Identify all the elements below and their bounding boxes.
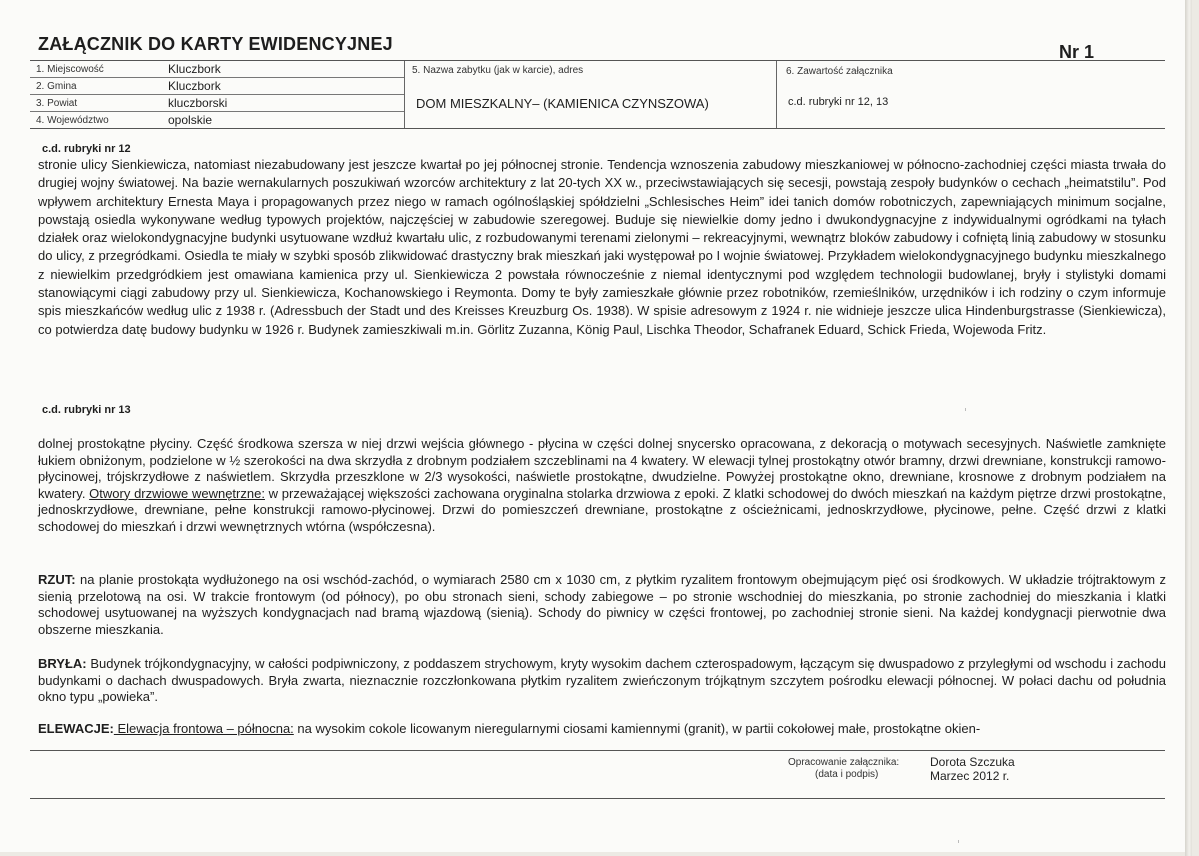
header-table xyxy=(30,60,1165,129)
footer-bottom-line xyxy=(30,798,1165,799)
column-divider xyxy=(404,61,405,128)
doors-paragraph xyxy=(38,436,1166,535)
section13-heading: c.d. rubryki nr 13 xyxy=(42,404,131,416)
rzut-paragraph xyxy=(38,572,1166,638)
bryla-paragraph xyxy=(38,656,1166,706)
elewacje-label: ELEWACJE: xyxy=(38,721,114,736)
field-value-wojewodztwo: opolskie xyxy=(168,113,213,127)
field-label-miejscowosc: 1. Miejscowość xyxy=(36,64,104,75)
paper-edge xyxy=(1185,0,1192,856)
rzut-text: na planie prostokąta wydłużonego na osi wschód-zachód, o wymiarach 2580 cm x 1030 cm, z płytkim ryzalitem frontowym obejmującym pięć osi środkowych. W układzie trójtraktowym z sienią przelotową na osi. W trakcie frontowym (od północy), po obu stronach sieni, schody zabiegowe – po stronie wschodniej do mieszkania, po stronie zachodniej do mieszkania i klatki schodowej usytuowanej na wyższych kondygnacjach nad bramą wjazdową (sienią). Schody do piwnicy w części frontowej, po zachodniej stronie sieni. Na każdej kondygnacji pierwotnie dwa obszerne mieszkania. xyxy=(38,572,1166,637)
prepared-by-label: Opracowanie załącznika: xyxy=(788,757,900,768)
field-value-powiat: kluczborski xyxy=(168,96,228,110)
field-value-gmina: Kluczbork xyxy=(168,79,221,93)
footer-top-line xyxy=(30,750,1165,751)
rzut-label: RZUT: xyxy=(38,572,76,587)
row-divider xyxy=(30,77,404,78)
attachment-number: Nr 1 xyxy=(1059,42,1095,62)
preparation-date: Marzec 2012 r. xyxy=(930,769,1010,783)
elewacje-text: na wysokim cokole licowanym nieregularnymi ciosami kamiennymi (granit), w partii cokołowej małe, prostokątne okien- xyxy=(293,721,981,736)
field6-label: 6. Zawartość załącznika xyxy=(786,66,893,77)
author-name: Dorota Szczuka xyxy=(930,755,1015,769)
row-divider xyxy=(30,111,404,112)
bryla-text: Budynek trójkondygnacyjny, w całości podpiwniczony, z poddaszem strychowym, kryty wysokim dachem czterospadowym, łączącym się dwuspadowo z przyległymi od wschodu i zachodu budynkami o dachach dwuspadowych. Bryła zwarta, nieznacznie rozczłonkowana płytkim ryzalitem zwieńczonym trójkątnym szczytem pośrodku elewacji północnej. W połaci dachu od południa okno typu „powieka”. xyxy=(38,656,1166,704)
document-title: ZAŁĄCZNIK DO KARTY EWIDENCYJNEJ xyxy=(38,34,393,54)
paper-speck xyxy=(958,840,959,843)
field-label-wojewodztwo: 4. Województwo xyxy=(36,115,109,126)
paper-speck xyxy=(965,408,966,411)
doors-text: dolnej prostokątne płyciny. Część środkowa szersza w niej drzwi wejścia głównego - płycina w części dolnej snycersko opracowana, z dekoracją o motywach secesyjnych. Naświetle zamknięte łukiem obniżonym, podzielone w ½ szerokości na dwa skrzydła z drobnym podziałem szczeblinami na 4 kwatery. W elewacji tylnej prostokątny otwór bramny, drzwi drewniane, konstrukcji ramowo-płycinowej, trójskrzydłowe z naświetlem. Skrzydła przeszklone w 2/3 wysokości, naświetle prostokątne, dwudzielne. Powyżej prostokątne okno, drewniane, krosnowe z drobnym podziałem na kwatery. xyxy=(38,436,1166,501)
interior-doors-heading: Otwory drzwiowe wewnętrzne: xyxy=(89,485,265,501)
date-signature-label: (data i podpis) xyxy=(815,769,879,780)
attachment-contents: c.d. rubryki nr 12, 13 xyxy=(788,96,889,108)
field-label-gmina: 2. Gmina xyxy=(36,81,77,92)
bryla-label: BRYŁA: xyxy=(38,656,87,671)
front-elevation-heading: Elewacja frontowa – północna: xyxy=(113,721,294,736)
row-divider xyxy=(30,94,404,95)
section12-text: stronie ulicy Sienkiewicza, natomiast niezabudowany jest jeszcze kwartał po jej północnej stronie. Tendencja wznoszenia zabudowy mieszkaniowej w północno-zachodniej części miasta trwała do drugiej wojny światowej. Na bazie wernakularnych poszukiwań wzorców architektury z lat 20-tych XX w., przeciwstawiających się secesji, powstają zespoły budynków o cechach „heimatstilu”. Pod wpływem architektury Ernesta Maya i propagowanych przez niego w ramach ogólnośląskiej spółdzielni „Schlesisches Heim” idei tanich domów robotniczych, zapewniających minimum socjalne, powstają osiedla wykonywane według typowych projektów, najczęściej w zabudowie szeregowej. Buduje się niewielkie domy jedno i dwukondygnacyjne z indywidualnymi ogródkami na tyłach działek oraz wielokondygnacyjne budynki usytuowane wzdłuż kwartału ulic, z rozbudowanymi terenami zielonymi – rekreacyjnymi, wewnątrz bloków zabudowy i cofniętą linią zabudowy w stosunku do ulicy, z przegródkami. Osiedla te miały w szybki sposób zlikwidować drastyczny brak mieszkań jaki występował po I wojnie światowej. Przykładem wielokondygnacyjnego budynku mieszkalnego z niewielkim przedgródkiem jest omawiana kamienica przy ul. Sienkiewicza 2 powstała równocześnie z niemal identycznymi pod względem technologii budowlanej, bryły i stylistyki domami stanowiącymi ciągi zabudowy przy ul. Sienkiewicza, Kochanowskiego i Reymonta. Domy te były zamieszkałe głównie przez robotników, rzemieślników, urzędników i ich rodziny o czym informuje spis mieszkańców według ulic z 1938 r. (Adressbuch der Stadt und des Kreisses Kreuzburg Os. 1938). W spisie adresowym z 1924 r. nie widnieje jeszcze ulica Hindenburgstrasse (Sienkiewicza), co potwierdza datę budowy budynku w 1926 r. Budynek zamieszkiwali m.in. Görlitz Zuzanna, König Paul, Lischka Theodor, Schafranek Eduard, Schick Frieda, Wojewoda Fritz. xyxy=(38,157,1166,337)
field5-label: 5. Nazwa zabytku (jak w karcie), adres xyxy=(412,65,584,76)
monument-name: DOM MIESZKALNY– (KAMIENICA CZYNSZOWA) xyxy=(416,96,709,111)
column-divider xyxy=(776,61,777,128)
field-label-powiat: 3. Powiat xyxy=(36,98,78,109)
field-value-miejscowosc: Kluczbork xyxy=(168,62,221,76)
section12-heading: c.d. rubryki nr 12 xyxy=(42,143,131,155)
elewacje-paragraph xyxy=(38,720,1166,738)
interior-doors-text: w przeważającej większości zachowana oryginalna stolarka drzwiowa z epoki. Z klatki schodowej do dwóch mieszkań na każdym piętrze drzwi prostokątne, jednoskrzydłowe, drewniane, pełne konstrukcji ramowo-płycinowej. Drzwi do pomieszczeń drewniane, prostokątne z ościeżnicami, jednoskrzydłowe, płycinowe, pełne. Część drzwi z klatki schodowej do mieszkań i drzwi wewnętrznych wtórna (współczesna). xyxy=(38,485,1166,534)
